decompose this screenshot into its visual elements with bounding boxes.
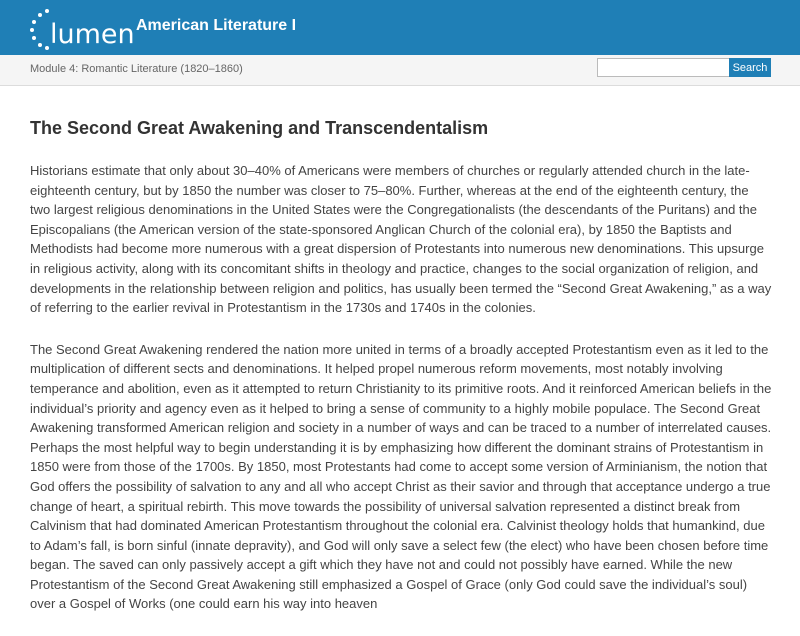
module-bar bbox=[0, 55, 800, 86]
course-title[interactable]: American Literature I bbox=[136, 17, 297, 34]
search-input[interactable] bbox=[597, 58, 731, 77]
paragraph: The Second Great Awakening rendered the nation more united in terms of a broadly accepted Protestantism even as it led to the multiplication of different sects and denominations. It helped propel numerous reform movements, most notably involving temperance and abolition, even as it attempted to return Christianity to its primitive roots. And it reinforced American beliefs in the individual’s priority and agency even as it helped to bring a sense of community to a highly mobile populace. The Second Great Awakening transformed American religion and society in a number of ways and can be traced to a number of interrelated causes. Perhaps the most helpful way to begin understanding it is by emphasizing how different the dominant strains of Protestantism in 1850 were from those of the 1700s. By 1850, most Protestants had come to accept some version of Arminianism, the notion that God offers the possibility of salvation to any and all who accept Christ as their savior and through that acceptance undergo a true change of heart, a spiritual rebirth. This move towards the possibility of universal salvation represented a distinct break from Calvinism that had dominated American Protestantism throughout the colonial era. Calvinist theology holds that humankind, due to Adam’s fall, is born sinful (innate depravity), and God will only save a select few (the elect) who have been chosen before time began. The saved can only passively accept a gift which they have not and could not possibly have earned. While the new Protestantism of the Second Great Awakening still emphasized a Gospel of Grace (only God could save the individual’s soul) over a Gospel of Works (one could earn his way into heaven bbox=[30, 341, 772, 612]
logo-dot bbox=[30, 28, 34, 32]
logo-dot bbox=[32, 20, 36, 24]
logo-text: lumen bbox=[50, 19, 135, 50]
main-content bbox=[30, 118, 772, 636]
paragraph: Historians estimate that only about 30–40% of Americans were members of churches or regularly attended church in the late-eighteenth century, but by 1850 the number was closer to 75–80%. Further, whereas at the end of the eighteenth century, the two largest religious denominations in the United States were the Congregationalists (the descendants of the Puritans) and the Episcopalians (the American version of the state-sponsored Anglican Church of the colonial era), by 1850 the Baptists and Methodists had become more numerous with a great dispersion of Protestants into numerous new denominations. This upsurge in religious activity, along with its concomitant shifts in theology and practice, changes to the social organization of religion, and developments in the relationship between religion and politics, has usually been termed the “Second Great Awakening,” as a way of referring to the earlier revival in Protestantism in the 1730s and 1740s in the colonies. bbox=[30, 163, 772, 316]
lumen-logo[interactable] bbox=[28, 8, 135, 50]
logo-dot bbox=[32, 36, 36, 40]
logo-dot bbox=[45, 9, 49, 13]
logo-dot bbox=[45, 46, 49, 50]
top-header-bar bbox=[0, 0, 800, 55]
search-button[interactable]: Search bbox=[729, 58, 771, 77]
logo-dot bbox=[38, 43, 42, 47]
breadcrumb[interactable]: Module 4: Romantic Literature (1820–1860) bbox=[30, 63, 243, 75]
page-title: The Second Great Awakening and Transcendentalism bbox=[30, 118, 489, 138]
logo-dot bbox=[38, 13, 42, 17]
